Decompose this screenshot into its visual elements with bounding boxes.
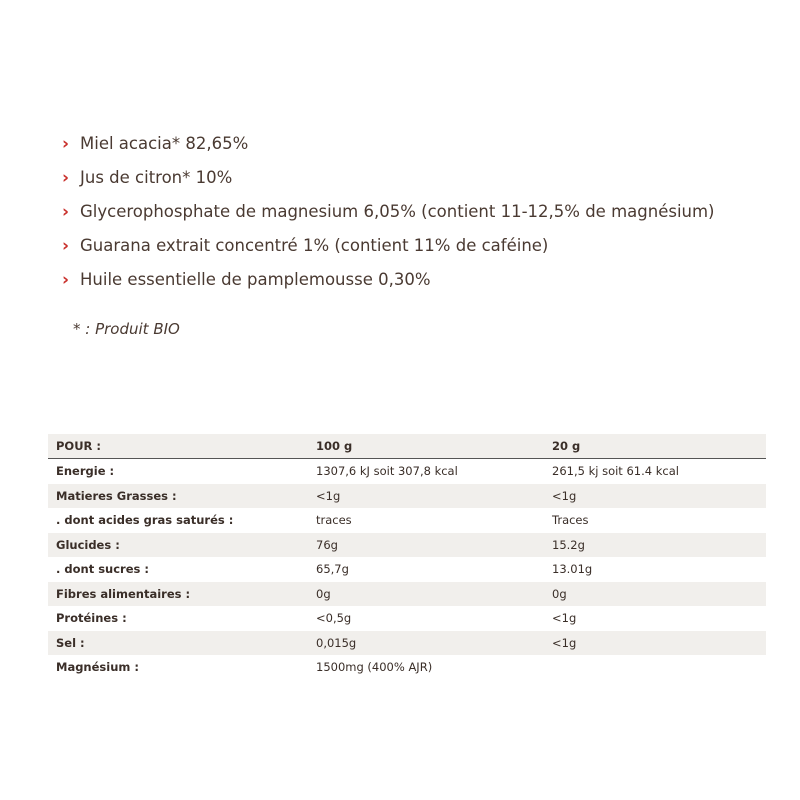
row-label: Protéines : (56, 611, 127, 626)
cell-value: 65,7g (316, 562, 349, 577)
cell-value: 76g (316, 537, 338, 552)
chevron-right-icon: › (62, 168, 70, 188)
cell-value: 15.2g (552, 537, 585, 552)
ingredient-list (62, 130, 715, 300)
cell-value: 0g (552, 586, 567, 601)
chevron-right-icon: › (62, 270, 70, 290)
footnote: * : Produit BIO (73, 320, 180, 338)
row-label: . dont acides gras saturés : (56, 513, 234, 528)
cell-value (544, 655, 766, 680)
chevron-right-icon: › (62, 134, 70, 154)
table-header-row (48, 434, 766, 459)
cell-value: traces (316, 513, 352, 528)
list-item (62, 164, 715, 198)
cell-value: <1g (552, 488, 577, 503)
cell-value: 13.01g (552, 562, 593, 577)
cell-value: <1g (316, 488, 341, 503)
row-label: Magnésium : (56, 660, 139, 675)
table-row (48, 533, 766, 558)
ingredient-text: Miel acacia* 82,65% (80, 134, 249, 153)
row-label: Energie : (56, 464, 115, 479)
list-item (62, 232, 715, 266)
table-row (48, 655, 766, 680)
list-item (62, 130, 715, 164)
cell-value: 0,015g (316, 635, 357, 650)
ingredient-text: Jus de citron* 10% (80, 168, 233, 187)
chevron-right-icon: › (62, 202, 70, 222)
list-item (62, 198, 715, 232)
table-row (48, 582, 766, 607)
cell-value: 1500mg (400% AJR) (316, 660, 433, 675)
column-header: 20 g (544, 434, 766, 459)
column-header: POUR : (48, 434, 308, 459)
table-row (48, 606, 766, 631)
row-label: Sel : (56, 635, 85, 650)
row-label: Glucides : (56, 537, 120, 552)
table-row (48, 508, 766, 533)
ingredient-text: Guarana extrait concentré 1% (contient 11% de caféine) (80, 236, 549, 255)
ingredient-text: Glycerophosphate de magnesium 6,05% (contient 11-12,5% de magnésium) (80, 202, 715, 221)
chevron-right-icon: › (62, 236, 70, 256)
table-row (48, 484, 766, 509)
list-item (62, 266, 715, 300)
table-row (48, 459, 766, 484)
column-header: 100 g (308, 434, 544, 459)
cell-value: 261,5 kj soit 61.4 kcal (552, 464, 679, 479)
cell-value: 1307,6 kJ soit 307,8 kcal (316, 464, 458, 479)
cell-value: <1g (552, 611, 577, 626)
row-label: Matieres Grasses : (56, 488, 177, 503)
cell-value: <0,5g (316, 611, 352, 626)
cell-value: Traces (552, 513, 589, 528)
table-row (48, 631, 766, 656)
cell-value: 0g (316, 586, 331, 601)
row-label: . dont sucres : (56, 562, 149, 577)
ingredient-text: Huile essentielle de pamplemousse 0,30% (80, 270, 431, 289)
row-label: Fibres alimentaires : (56, 586, 191, 601)
table-row (48, 557, 766, 582)
nutrition-table (48, 434, 766, 680)
cell-value: <1g (552, 635, 577, 650)
